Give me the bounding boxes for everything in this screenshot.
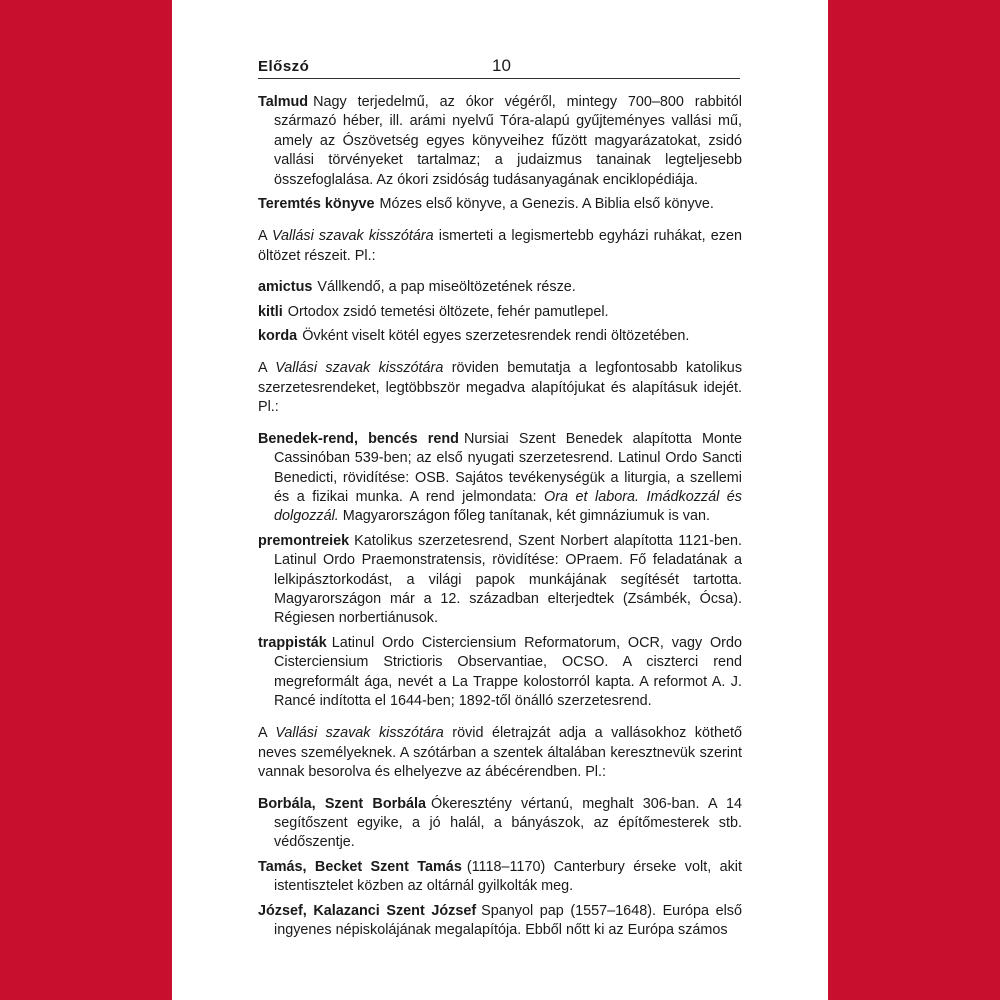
entry-headword: Borbála, Szent Borbála (258, 795, 427, 812)
entry-headword: korda (258, 328, 298, 345)
entry-headword: amictus (258, 279, 313, 296)
entry-headword: Benedek-rend, bencés rend (258, 430, 459, 447)
book-title: Vallási szavak kisszótára (275, 360, 444, 377)
paragraph-text: ismerteti a legismertebb egyházi ruhákat, ezen öltözet részeit. Pl.: (258, 228, 742, 264)
entry-definition: Katolikus szerzetesrend, Szent Norbert alapította 1121-ben. Latinul Ordo Praemonstratensis, rövidítése: OPraem. Fő feladatának a lelkipásztorkodást, a világi papok munkájának segítését tartotta. Magyarországon már a 12. században elterjedtek (Zsámbék, Ócsa). Régiesen norbertiánusok. (274, 532, 742, 627)
page-number: 10 (492, 56, 511, 75)
entry-headword: trappisták (258, 634, 327, 651)
entry-headword: Teremtés könyve (258, 196, 375, 213)
entry-definition: Vállkendő, a pap miseöltözetének része. (317, 279, 576, 296)
intro-paragraph (258, 227, 742, 266)
entry-definition: Ortodox zsidó temetési öltözete, fehér pamutlepel. (287, 303, 609, 320)
dictionary-entry (258, 795, 742, 853)
intro-paragraph (258, 359, 742, 417)
paragraph-text: röviden bemutatja a legfontosabb katolikus szerzetesrendeket, legtöbbször megadva alapítójukat és alapításuk idejét. Pl.: (258, 360, 743, 416)
dictionary-entry (258, 303, 742, 322)
entry-definition: Latinul Ordo Cisterciensium Reformatorum, OCR, vagy Ordo Cisterciensium Strictioris Observantiae, OCSO. A ciszterci rend megreformált ága, nevét a La Trappe kolostorról kapta. A reformot A. J. Rancé indította el 1644-ben; 1892-től önálló szerzetesrend. (274, 634, 742, 709)
section-title: Előszó (258, 58, 310, 75)
dictionary-entry (258, 532, 742, 629)
entry-headword: kitli (258, 303, 283, 320)
entry-definition: Mózes első könyve, a Genezis. A Biblia első könyve. (379, 196, 714, 213)
entry-definition: Spanyol pap (1557–1648). Európa első ingyenes népiskolájának megalapítója. Ebből nőtt ki az Európa számos (274, 902, 742, 939)
paragraph-text: A (258, 228, 272, 245)
entry-definition: Magyarországon főleg tanítanak, két gimnáziumuk is van. (338, 508, 710, 525)
dictionary-entry (258, 902, 742, 941)
intro-paragraph (258, 724, 742, 782)
paragraph-text: A (258, 360, 276, 377)
running-header (258, 56, 740, 79)
entry-headword: Tamás, Becket Szent Tamás (258, 858, 462, 875)
entry-definition: Nursiai Szent Benedek alapította Monte Cassinóban 539-ben; az első nyugati szerzetesrend. Latinul Ordo Sancti Benedicti, rövidítése: OSB. Sajátos tevékenységük a liturgia, a szellemi és a fizikai munka. A rend jelmondata: (274, 430, 742, 505)
entry-definition: (1118–1170) Canterbury érseke volt, akit istentisztelet közben az oltárnál gyilkolták meg. (274, 858, 742, 895)
dictionary-entry (258, 327, 742, 346)
entry-headword: József, Kalazanci Szent József (258, 902, 477, 919)
paragraph-text: rövid életrajzát adja a vallásokhoz köthető neves személyeknek. A szótárban a szentek általában keresztnevük szerint vannak besorolva és elhelyezve az ábécérendben. Pl.: (258, 725, 742, 781)
entry-definition: Ókeresztény vértanú, meghalt 306-ban. A 14 segítőszent egyike, a jó halál, a bányászok, az építőmesterek stb. védőszentje. (274, 795, 743, 851)
page-content (258, 93, 742, 945)
entry-headword: Talmud (258, 94, 309, 110)
paragraph-text: A (258, 725, 276, 742)
dictionary-entry (258, 278, 742, 297)
dictionary-entry (258, 634, 742, 712)
dictionary-entry (258, 858, 742, 897)
book-page (172, 0, 828, 1000)
entry-definition: Nagy terjedelmű, az ókor végéről, mintegy 700–800 rabbitól származó héber, ill. arámi nyelvű Tóra-alapú gyűjteményes vallási mű, amely az Ószövetség egyes könyveihez fűzött magyarázatokat, zsidó vallási törvényeket tartalmaz; a judaizmus tanainak legteljesebb összefoglalása. Az ókori zsidóság tudásanyagának enciklopédiája. (274, 94, 742, 188)
entry-motto: Ora et labora. Imádkozzál és dolgozzál. (274, 488, 742, 525)
book-title: Vallási szavak kisszótára (275, 725, 444, 742)
entry-headword: premontreiek (258, 532, 350, 549)
dictionary-entry (258, 430, 742, 527)
dictionary-entry (258, 93, 742, 190)
dictionary-entry (258, 195, 742, 214)
book-title: Vallási szavak kisszótára (271, 228, 434, 245)
entry-definition: Övként viselt kötél egyes szerzetesrendek rendi öltözetében. (302, 328, 690, 345)
